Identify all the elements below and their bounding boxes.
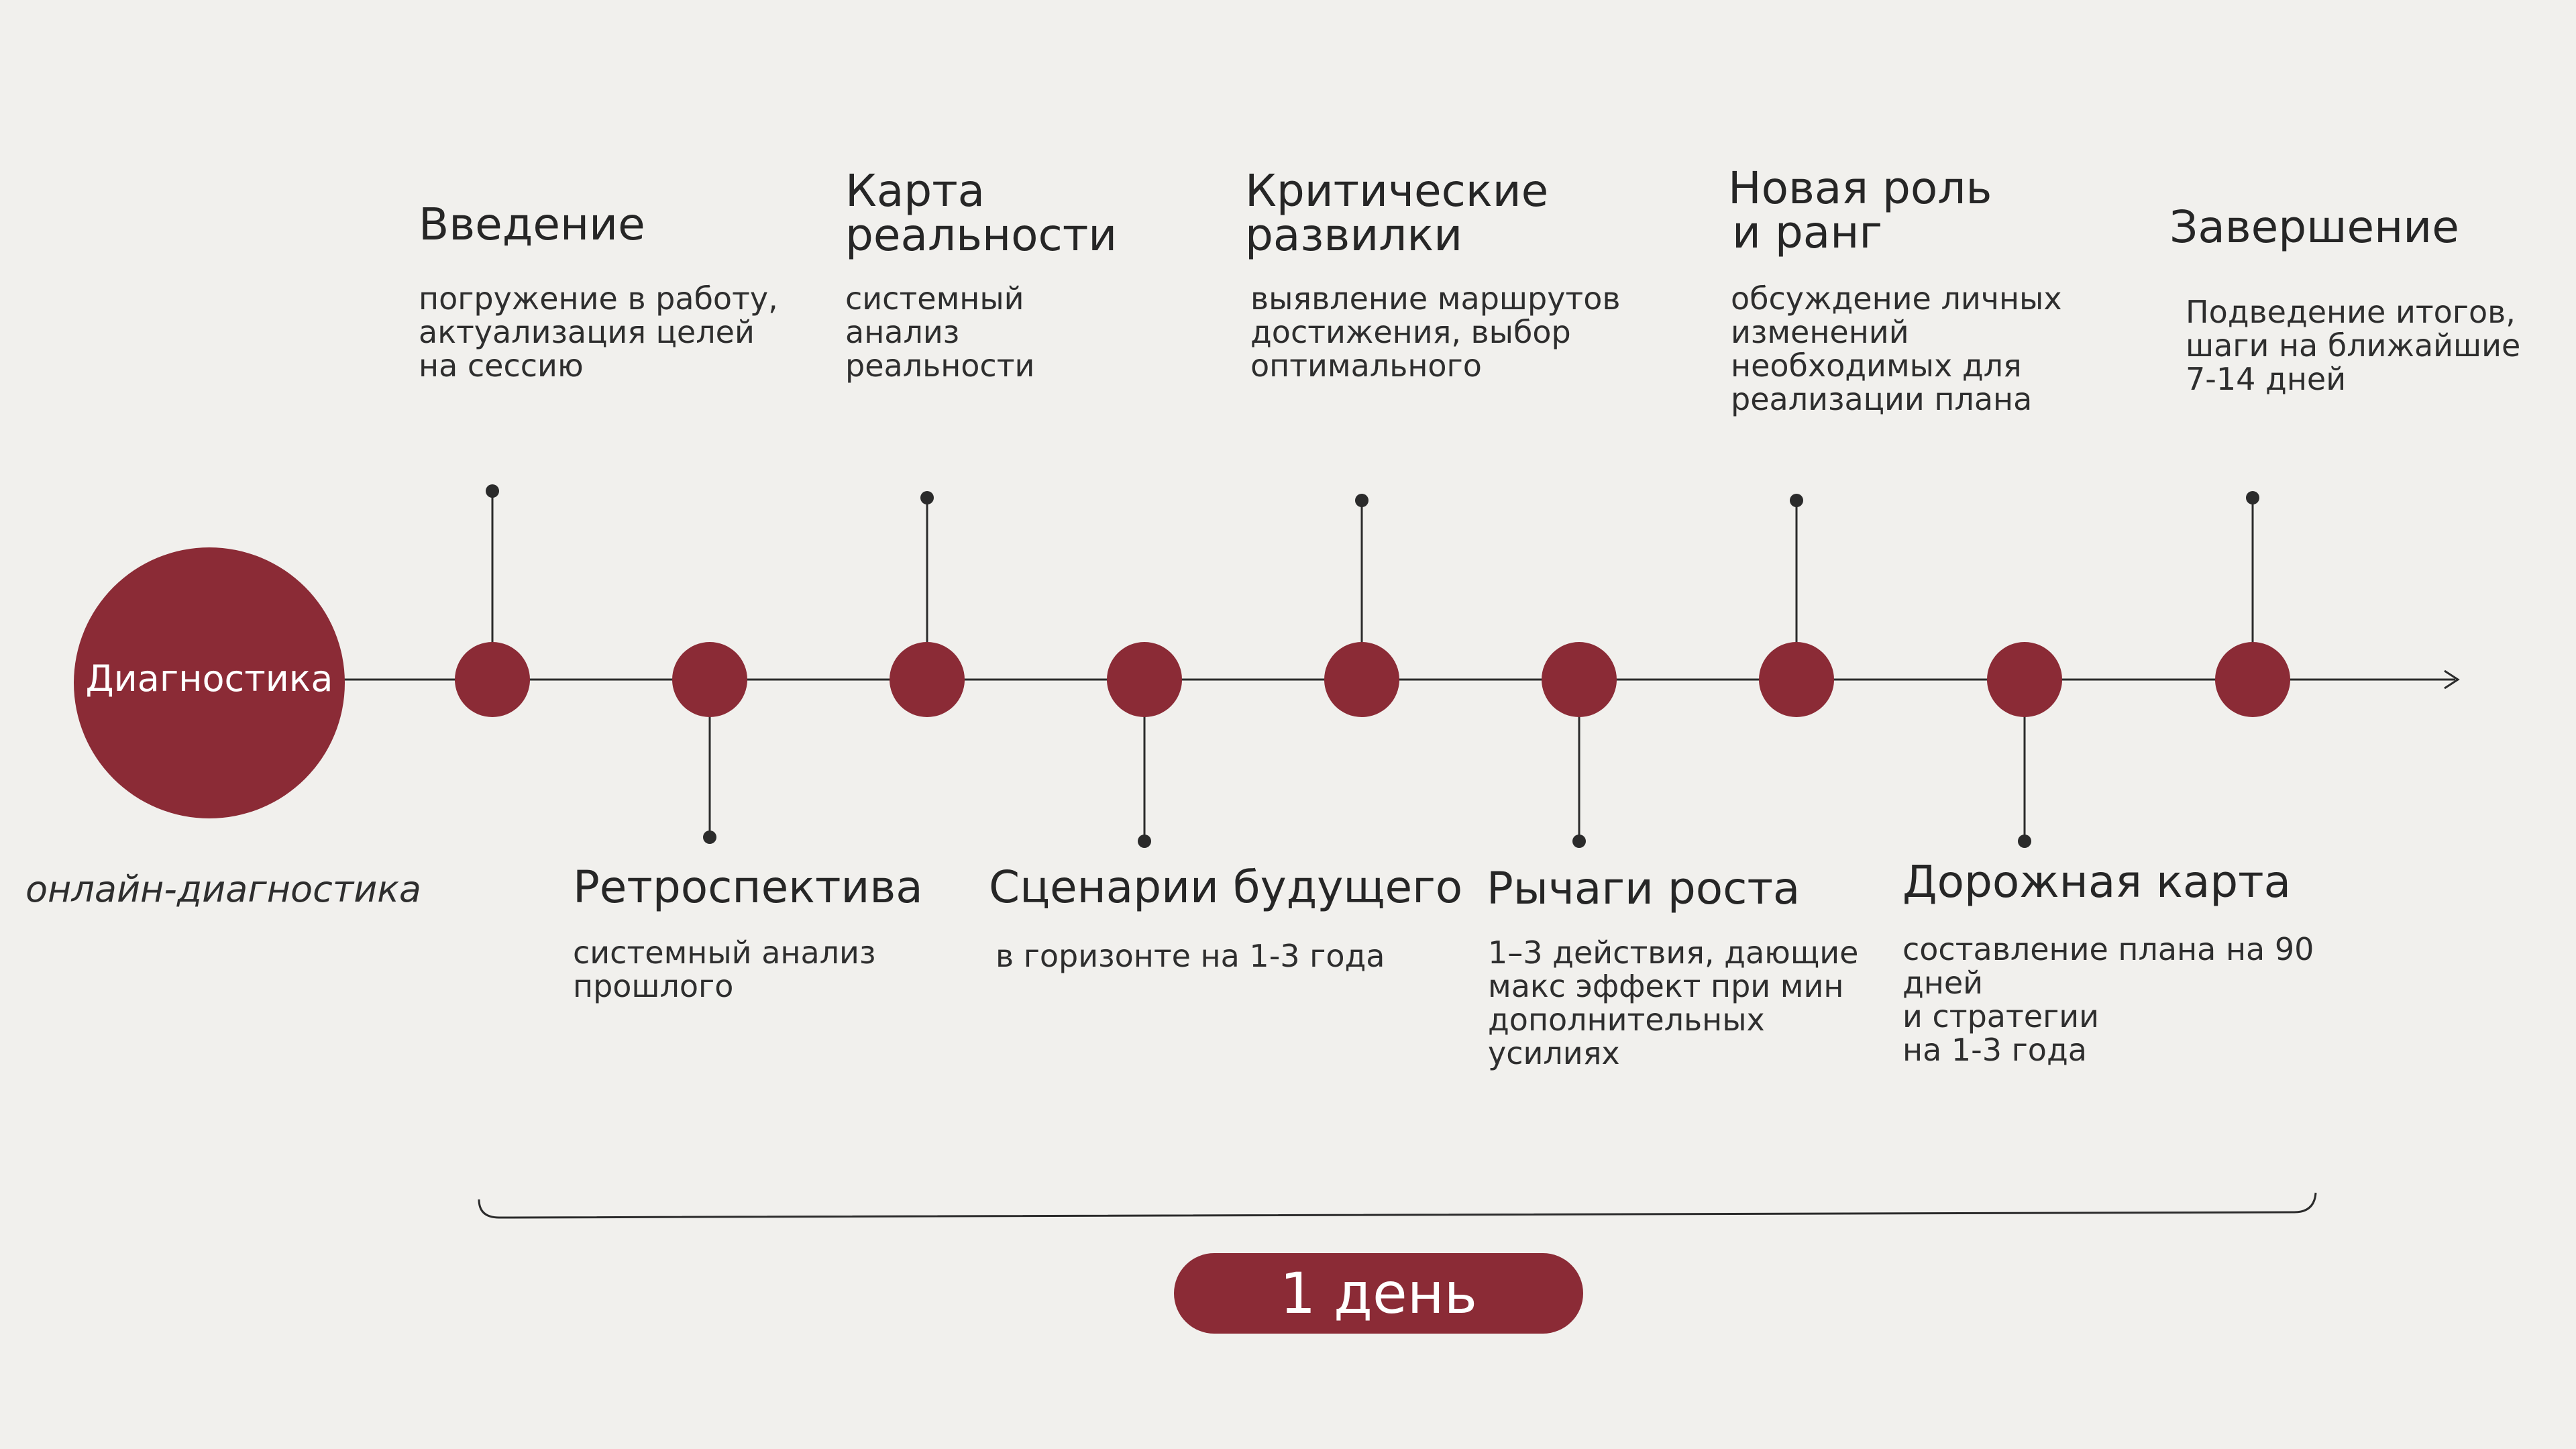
timeline-node-5 — [1324, 642, 1399, 717]
step-desc-new-role: обсуждение личных изменений необходимых для реализации плана — [1731, 280, 2062, 417]
connector-dot-7 — [1790, 494, 1803, 507]
connector-dot-5 — [1355, 494, 1368, 507]
timeline-node-3 — [890, 642, 965, 717]
step-title-new-role: Новая роль и ранг — [1728, 162, 1992, 258]
step-title-reality-map: Карта реальности — [845, 165, 1118, 261]
connector-dot-8 — [2018, 835, 2031, 848]
duration-badge: 1 день — [1174, 1253, 1583, 1334]
connector-dot-9 — [2246, 491, 2259, 504]
timeline-node-6 — [1542, 642, 1617, 717]
diagnostics-label: Диагностика — [85, 657, 333, 700]
connector-dot-1 — [486, 484, 499, 498]
step-desc-growth-levers: 1–3 действия, дающие макс эффект при мин дополнительных усилиях — [1488, 934, 1859, 1071]
step-desc-critical-forks: выявление маршрутов достижения, выбор оптимального — [1250, 280, 1621, 384]
timeline-node-7 — [1759, 642, 1834, 717]
step-desc-completion: Подведение итогов, шаги на ближайшие 7-14 дней — [2186, 294, 2521, 397]
day-bracket — [479, 1193, 2316, 1218]
timeline-nodes — [455, 642, 2290, 717]
connector-dot-6 — [1572, 835, 1586, 848]
connector-dot-3 — [920, 491, 934, 504]
step-desc-future-scenarios: в горизонте на 1-3 года — [996, 938, 1385, 974]
diagnostics-caption: онлайн-диагностика — [25, 868, 422, 910]
timeline-node-8 — [1987, 642, 2062, 717]
timeline-node-4 — [1107, 642, 1182, 717]
step-desc-intro: погружение в работу, актуализация целей на сессию — [419, 280, 778, 384]
step-title-growth-levers: Рычаги роста — [1487, 863, 1801, 914]
step-desc-roadmap: составление плана на 90 дней и стратегии на 1-3 года — [1902, 931, 2314, 1068]
step-title-roadmap: Дорожная карта — [1902, 856, 2292, 908]
step-title-intro: Введение — [419, 199, 645, 250]
step-title-future-scenarios: Сценарии будущего — [989, 861, 1463, 913]
step-title-critical-forks: Критические развилки — [1245, 165, 1549, 261]
connector-dot-2 — [703, 830, 716, 844]
timeline-node-2 — [672, 642, 747, 717]
step-desc-retrospective: системный анализ прошлого — [573, 934, 876, 1004]
step-title-completion: Завершение — [2169, 201, 2459, 253]
step-title-retrospective: Ретроспектива — [573, 861, 923, 913]
timeline-node-1 — [455, 642, 530, 717]
step-desc-reality-map: системный анализ реальности — [845, 280, 1035, 384]
connector-dot-4 — [1138, 835, 1151, 848]
timeline-node-9 — [2215, 642, 2290, 717]
